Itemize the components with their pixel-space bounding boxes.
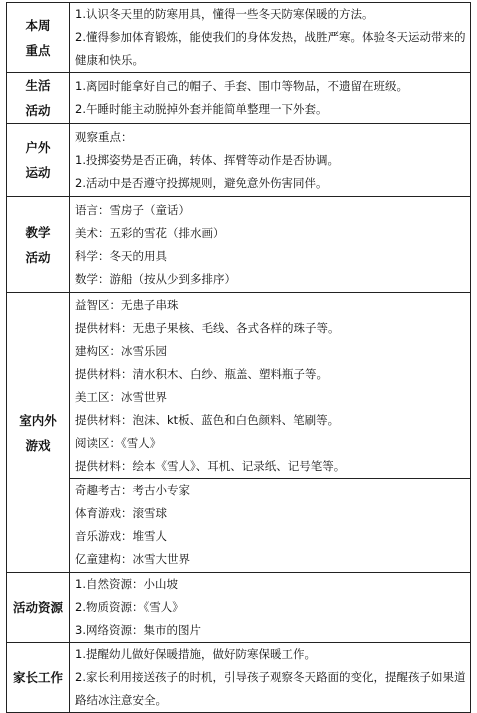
text-line: 益智区：无患子串珠: [75, 298, 179, 312]
content-outdoor-sports: [70, 124, 471, 197]
label-daily-life: [7, 73, 70, 124]
row-daily-life: [7, 73, 471, 124]
text-line: 观察重点：: [75, 129, 133, 144]
label-line: 教学: [25, 224, 51, 240]
text-line: 阅读区：《雪人》: [75, 436, 162, 450]
text-line: 1.提醒幼儿做好保暖措施，做好防寒保暖工作。: [75, 647, 316, 661]
text-line: 语言：雪房子（童话）: [75, 202, 190, 217]
text-line: 美术：五彩的雪花（排水画）: [75, 225, 225, 240]
label-line: 活动: [25, 103, 51, 118]
label-outdoor-sports: [7, 124, 70, 197]
text-line: 2.午睡时能主动脱掉外套并能简单整理一下外套。: [75, 102, 328, 116]
row-parent-work: [7, 643, 471, 713]
content-games: [70, 293, 471, 573]
text-line: 1.认识冬天里的防寒用具，懂得一些冬天防寒保暖的方法。: [75, 7, 374, 21]
row-games: [7, 293, 471, 573]
text-line: 数学：游船（按从少到多排序）: [75, 271, 236, 286]
content-daily-life: [70, 73, 471, 124]
label-resources: [7, 573, 70, 643]
text-line: 提供材料：清水积木、白纱、瓶盖、塑料瓶子等。: [75, 367, 328, 381]
text-line: 2.懂得参加体育锻炼，能使我们的身体发热，战胜严寒。体验冬天运动带来的健康和快乐。: [75, 30, 466, 67]
text-line: 提供材料：绘本《雪人》、耳机、记录纸、记号笔等。: [75, 459, 346, 473]
label-line: 活动: [25, 249, 51, 265]
text-line: 体育游戏：滚雪球: [75, 506, 167, 520]
text-line: 1.投掷姿势是否正确，转体、挥臂等动作是否协调。: [75, 152, 339, 167]
text-line: 科学：冬天的用具: [75, 248, 167, 263]
text-line: 1.离园时能拿好自己的帽子、手套、围巾等物品，不遗留在班级。: [75, 79, 408, 93]
label-line: 家长工作: [12, 670, 63, 685]
label-weekly-focus: [7, 3, 70, 73]
content-weekly-focus: [70, 3, 471, 73]
label-line: 户外: [25, 140, 51, 155]
text-line: 建构区：冰雪乐园: [75, 344, 167, 358]
text-line: 3.网络资源：集市的图片: [75, 623, 201, 637]
text-line: 2.活动中是否遵守投掷规则，避免意外伤害同伴。: [75, 175, 328, 190]
text-line: 1.自然资源：小山坡: [75, 577, 178, 591]
text-line: 奇趣考古：考古小专家: [75, 483, 190, 497]
label-games: [7, 293, 70, 573]
label-line: 运动: [25, 165, 51, 180]
text-line: 音乐游戏：堆雪人: [75, 529, 167, 543]
weekly-plan-table: [6, 2, 471, 713]
label-line: 游戏: [25, 437, 51, 453]
row-teaching: [7, 197, 471, 293]
content-resources: [70, 573, 471, 643]
text-line: 2.物质资源：《雪人》: [75, 600, 184, 614]
row-outdoor-sports: [7, 124, 471, 197]
label-line: 重点: [25, 42, 51, 58]
row-weekly-focus: [7, 3, 471, 73]
content-teaching: [70, 197, 471, 293]
row-resources: [7, 573, 471, 643]
text-line: 2.家长利用接送孩子的时机，引导孩子观察冬天路面的变化，提醒孩子如果道路结冰注意安全。: [75, 670, 466, 707]
label-teaching: [7, 197, 70, 293]
text-line: 提供材料：无患子果核、毛线、各式各样的珠子等。: [75, 321, 340, 335]
label-line: 本周: [25, 17, 51, 33]
label-line: 室内外: [19, 412, 57, 428]
label-line: 生活: [25, 78, 51, 93]
label-line: 活动资源: [12, 600, 63, 615]
label-parent-work: [7, 643, 70, 713]
text-line: 提供材料：泡沫、kt板、蓝色和白色颜料、笔刷等。: [75, 413, 340, 427]
content-parent-work: [70, 643, 471, 713]
text-line: 美工区：冰雪世界: [75, 390, 167, 404]
text-line: 亿童建构：冰雪大世界: [75, 552, 190, 566]
